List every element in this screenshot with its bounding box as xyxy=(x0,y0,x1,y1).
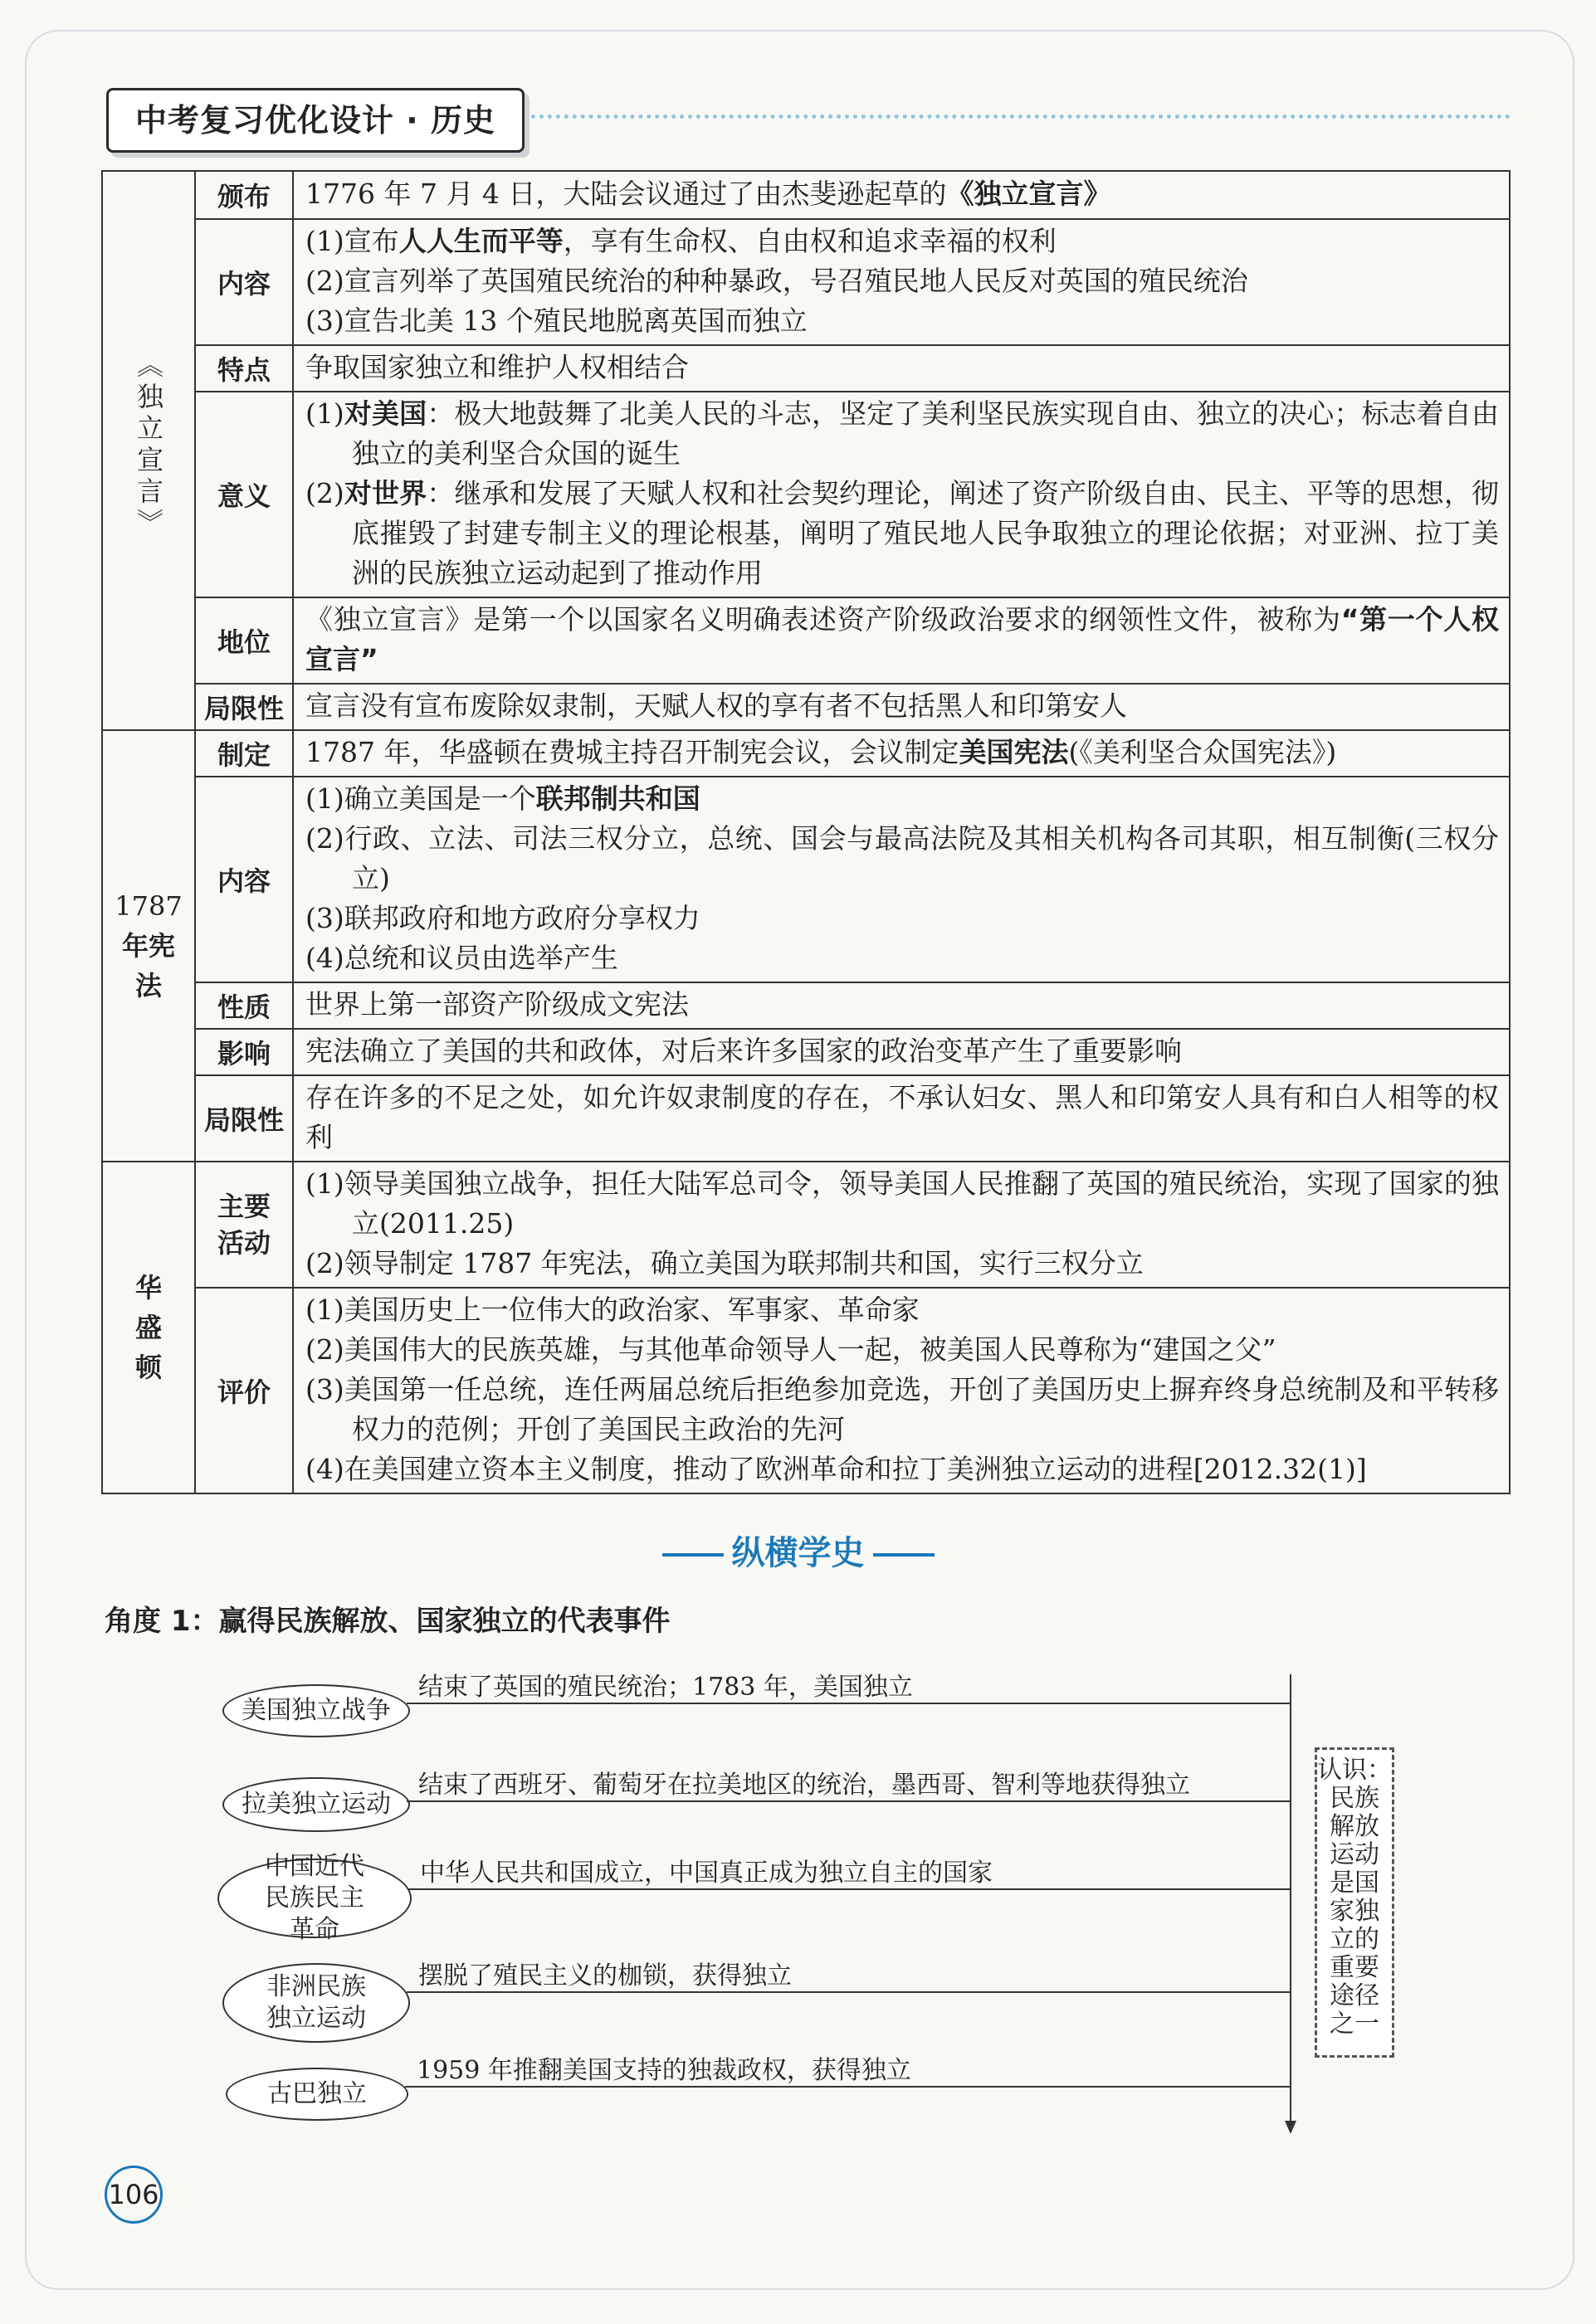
connector-line xyxy=(405,2086,1290,2088)
row-content xyxy=(293,345,1510,392)
header-title: 中考复习优化设计 · 历史 xyxy=(106,88,525,153)
event-description: 1959 年推翻美国支持的独裁政权，获得独立 xyxy=(417,2056,911,2085)
note-line: 认识： xyxy=(1317,1756,1392,1785)
note-line: 是国 xyxy=(1330,1868,1379,1898)
content-line: 1787 年，华盛顿在费城主持召开制宪会议，会议制定美国宪法(《美利坚合众国宪法》) xyxy=(305,736,1337,768)
row-content xyxy=(293,219,1510,345)
content-line: (2)宣言列举了英国殖民统治的种种暴政，号召殖民地人民反对英国的殖民统治 xyxy=(305,265,1248,297)
row-label: 颁布 xyxy=(195,171,293,219)
content-line: 世界上第一部资产阶级成文宪法 xyxy=(305,988,689,1021)
content-line: (4)在美国建立资本主义制度，推动了欧洲革命和拉丁美洲独立运动的进程[2012.32(1)] xyxy=(305,1453,1367,1485)
note-line: 家独 xyxy=(1330,1897,1379,1926)
content-line: (1)美国历史上一位伟大的政治家、军事家、革命家 xyxy=(305,1294,920,1326)
angle-title: 角度 1：赢得民族解放、国家独立的代表事件 xyxy=(105,1605,671,1638)
row-content xyxy=(293,171,1510,219)
row-content xyxy=(293,392,1510,597)
row-content xyxy=(293,1288,1510,1493)
header-dotted-rule xyxy=(531,114,1511,119)
content-line: (2)领导制定 1787 年宪法，确立美国为联邦制共和国，实行三权分立 xyxy=(305,1247,1144,1279)
content-line: 争取国家独立和维护人权相结合 xyxy=(305,351,689,383)
content-line: (1)对美国：极大地鼓舞了北美人民的斗志，坚定了美利坚民族实现自由、独立的决心；标志着自由独立的美利坚合众国的诞生 xyxy=(305,397,1499,470)
row-content xyxy=(293,684,1510,730)
row-content xyxy=(293,597,1510,684)
content-line: 《独立宣言》是第一个以国家名义明确表述资产阶级政治要求的纲领性文件，被称为“第一个人权宣言” xyxy=(305,603,1499,675)
row-label: 内容 xyxy=(195,219,293,345)
timeline-axis xyxy=(1290,1674,1291,2122)
row-label: 影响 xyxy=(195,1029,293,1075)
section-title: 纵横学史 xyxy=(0,1527,1596,1574)
content-line: 存在许多的不足之处，如允许奴隶制度的存在，不承认妇女、黑人和印第安人具有和白人相等的权利 xyxy=(305,1081,1499,1153)
content-line: (1)领导美国独立战争，担任大陆军总司令，领导美国人民推翻了英国的殖民统治，实现了国家的独立(2011.25) xyxy=(305,1167,1499,1240)
table-row xyxy=(102,1288,1510,1493)
content-line: (2)美国伟大的民族英雄，与其他革命领导人一起，被美国人民尊称为“建国之父” xyxy=(305,1333,1276,1366)
row-label: 内容 xyxy=(195,777,293,982)
content-line: 宣言没有宣布废除奴隶制，天赋人权的享有者不包括黑人和印第安人 xyxy=(305,689,1127,722)
content-line: (3)宣告北美 13 个殖民地脱离英国而独立 xyxy=(305,305,808,337)
category-declaration: 《独立宣言》 xyxy=(102,171,195,730)
note-line: 解放 xyxy=(1330,1812,1379,1841)
event-description: 结束了西班牙、葡萄牙在拉美地区的统治，墨西哥、智利等地获得独立 xyxy=(418,1771,1190,1800)
page-number: 106 xyxy=(105,2166,163,2224)
content-line: 1776 年 7 月 4 日，大陆会议通过了由杰斐逊起草的《独立宣言》 xyxy=(305,178,1111,210)
row-content xyxy=(293,982,1510,1029)
content-line: (4)总统和议员由选举产生 xyxy=(305,942,618,974)
note-line: 重要 xyxy=(1330,1953,1379,1982)
table-row xyxy=(102,597,1510,684)
row-content xyxy=(293,1162,1510,1288)
connector-line xyxy=(407,1800,1290,1802)
row-label: 局限性 xyxy=(195,1075,293,1162)
row-label: 地位 xyxy=(195,597,293,684)
row-content xyxy=(293,777,1510,982)
content-line: (2)行政、立法、司法三权分立，总统、国会与最高法院及其相关机构各司其职，相互制衡(三权分立) xyxy=(305,822,1499,894)
note-line: 运动 xyxy=(1330,1840,1379,1869)
event-description: 结束了英国的殖民统治；1783 年，美国独立 xyxy=(418,1673,913,1702)
table-row xyxy=(102,730,1510,777)
row-content xyxy=(293,1029,1510,1075)
content-line: 宪法确立了美国的共和政体，对后来许多国家的政治变革产生了重要影响 xyxy=(305,1035,1182,1067)
table-row xyxy=(102,684,1510,730)
table-row xyxy=(102,1162,1510,1288)
table-row xyxy=(102,1029,1510,1075)
row-label: 局限性 xyxy=(195,684,293,730)
connector-line xyxy=(407,1703,1290,1704)
category-washington: 华 盛 顿 xyxy=(102,1162,195,1493)
connector-line xyxy=(408,1888,1290,1890)
content-line: (3)美国第一任总统，连任两届总统后拒绝参加竞选，开创了美国历史上摒弃终身总统制及和平转移权力的范例；开创了美国民主政治的先河 xyxy=(305,1373,1499,1445)
event-description: 摆脱了殖民主义的枷锁，获得独立 xyxy=(418,1961,792,1990)
table-row xyxy=(102,392,1510,597)
row-label: 评价 xyxy=(195,1288,293,1493)
row-label: 意义 xyxy=(195,392,293,597)
row-label: 制定 xyxy=(195,730,293,777)
connector-line xyxy=(407,1991,1290,1993)
note-line: 立的 xyxy=(1330,1925,1379,1954)
summary-table xyxy=(101,170,1511,1494)
event-description: 中华人民共和国成立，中国真正成为独立自主的国家 xyxy=(420,1859,993,1888)
event-oval: 古巴独立 xyxy=(226,2068,408,2121)
note-line: 途径 xyxy=(1330,1981,1379,2010)
table-row xyxy=(102,219,1510,345)
event-oval: 美国独立战争 xyxy=(222,1684,410,1737)
table-row xyxy=(102,345,1510,392)
note-line: 民族 xyxy=(1330,1784,1379,1813)
arrow-down-icon xyxy=(1285,2121,1296,2134)
row-content xyxy=(293,1075,1510,1162)
event-oval: 中国近代民族民主革命 xyxy=(217,1859,412,1938)
row-label: 主要 活动 xyxy=(195,1162,293,1288)
table-row xyxy=(102,777,1510,982)
row-content xyxy=(293,730,1510,777)
row-label: 特点 xyxy=(195,345,293,392)
diagram-note xyxy=(1315,1747,1394,2058)
content-line: (3)联邦政府和地方政府分享权力 xyxy=(305,902,700,934)
table-row xyxy=(102,1075,1510,1162)
row-label: 性质 xyxy=(195,982,293,1029)
content-line: (1)宣布人人生而平等，享有生命权、自由权和追求幸福的权利 xyxy=(305,225,1057,257)
content-line: (2)对世界：继承和发展了天赋人权和社会契约理论，阐述了资产阶级自由、民主、平等的思想，彻底摧毁了封建专制主义的理论根基，阐明了殖民地人民争取独立的理论依据；对亚洲、拉丁美洲的民族独立运动起到了推动作用 xyxy=(305,477,1499,589)
table-row xyxy=(102,982,1510,1029)
event-oval: 非洲民族独立运动 xyxy=(222,1963,410,2043)
content-line: (1)确立美国是一个联邦制共和国 xyxy=(305,782,700,815)
category-constitution: 1787 年宪 法 xyxy=(102,730,195,1162)
note-line: 之一 xyxy=(1330,2010,1379,2039)
table-row xyxy=(102,171,1510,219)
event-oval: 拉美独立运动 xyxy=(222,1777,410,1832)
